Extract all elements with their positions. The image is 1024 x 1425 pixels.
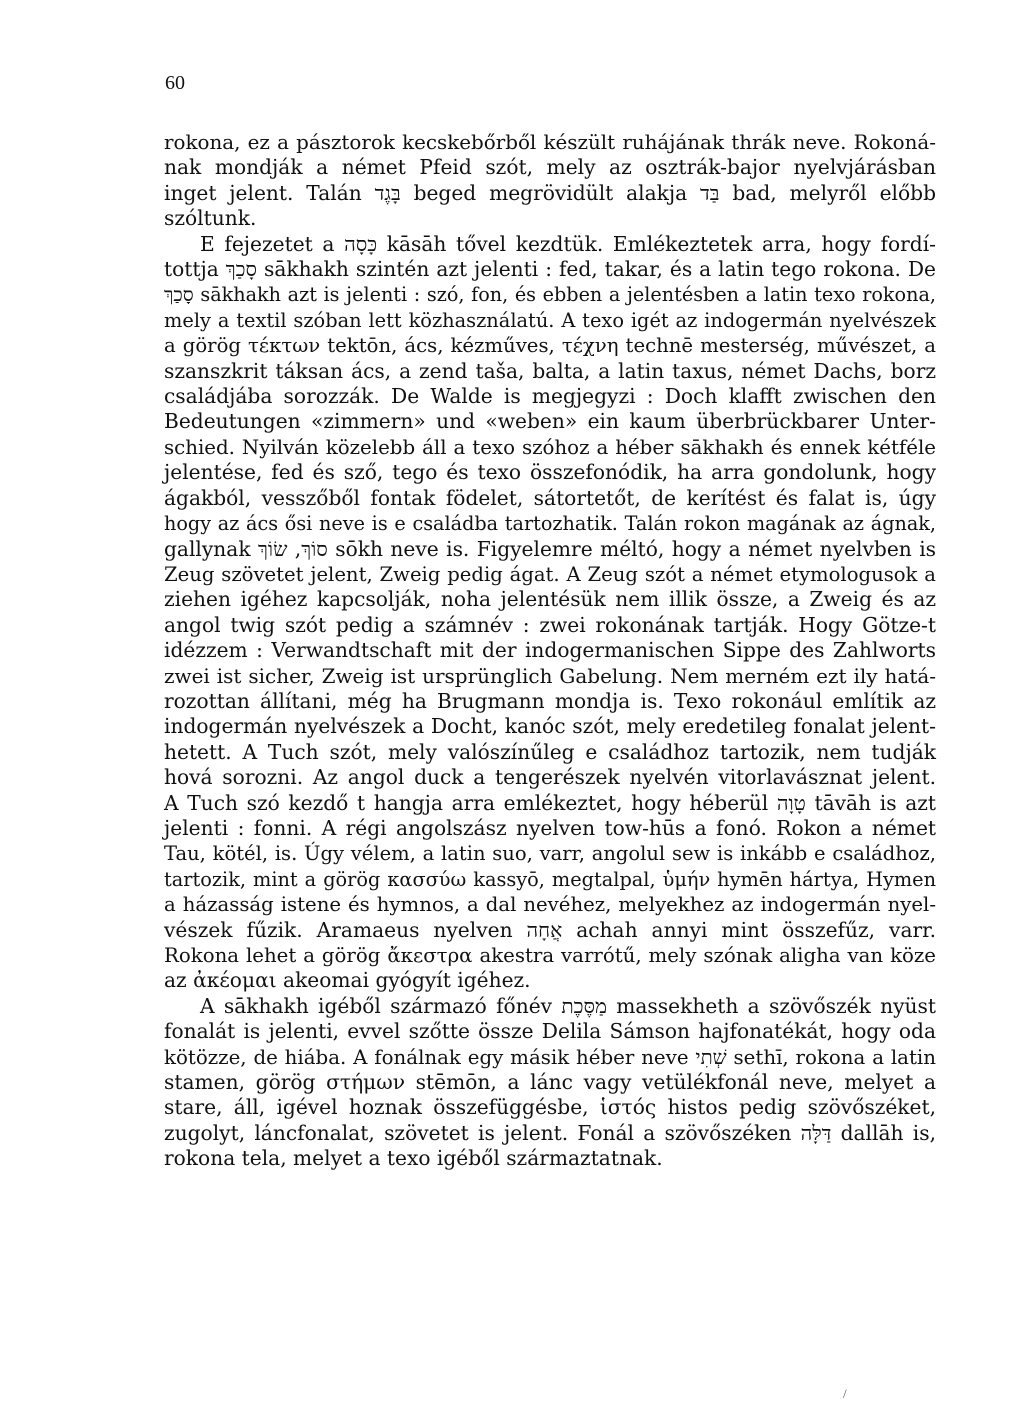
text-line: jelentése, fed és sző, tego és texo összefonódik, ha arra gondolunk, hogy [164, 460, 936, 485]
text-line: idézzem : Verwandtschaft mit der indogermanischen Sippe des Zahlworts [164, 638, 936, 663]
text-line: vészek fűzik. Aramaeus nyelven אֲחָה achah annyi mint összefűz, varr. [164, 917, 936, 942]
text-line: zugolyt, láncfonalat, szövetet is jelent. Fonál a szövőszéken דַּלָּה dallāh is, [164, 1120, 936, 1145]
text-line: tottja סָכַךְ sākhakh szintén azt jelenti : fed, takar, és a latin tego rokona. De [164, 257, 936, 282]
text-line: az ἀκέομαι akeomai gyógyít igéhez. [164, 968, 531, 993]
text-line: gallynak סוֹךְ, שׂוֹךְ sōkh neve is. Figyelemre méltó, hogy a német nyelvben is [164, 536, 937, 561]
text-line: a házasság istene és hymnos, a dal nevéhez, melyekhez az indogermán nyel- [164, 893, 936, 917]
page-number: 60 [165, 72, 185, 94]
text-line: Bedeutungen «zimmern» und «weben» ein kaum überbrückbarer Unter- [164, 409, 936, 434]
text-line: angol twig szót pedig a számnév : zwei rokonának tartják. Hogy Götze-t [164, 612, 936, 637]
text-line: a görög τέκτων tektōn, ács, kézműves, τέχνη technē mesterség, művészet, a [164, 334, 936, 358]
text-line: Zeug szövetet jelent, Zweig pedig ágat. A Zeug szót a német etymologusok a [164, 562, 936, 586]
text-line: hogy az ács ősi neve is e családba tartozhatik. Talán rokon magának az ágnak, [164, 512, 936, 536]
text-line: kötözze, de hiába. A fonálnak egy másik héber neve שְׁתִי sethī, rokona a latin [164, 1045, 936, 1069]
text-line: ágakból, vesszőből fontak födelet, sátortetőt, de kerítést és falat is, úgy [164, 485, 936, 510]
text-line: A Tuch szó kezdő t hangja arra emlékeztet, hogy héberül טָוָה tāvāh is azt [164, 790, 936, 815]
text-line: rozottan állítani, még ha Brugmann mondja is. Texo rokonául említik az [164, 688, 936, 713]
text-line: hová sorozni. Az angol duck a tengerészek nyelvén vitorlavásznat jelent. [164, 765, 936, 790]
text-line: schied. Nyilván közelebb áll a texo szóhoz a héber sākhakh és ennek kétféle [164, 435, 936, 459]
text-line: mely a textil szóban lett közhasználatú. A texo igét az indogermán nyelvészek [164, 308, 936, 332]
text-line: indogermán nyelvészek a Docht, kanóc szót, mely eredetileg fonalat jelent- [164, 714, 936, 739]
text-line: jelenti : fonni. A régi angolszász nyelven tow-hūs a fonó. Rokon a német [164, 815, 936, 840]
body-text [164, 130, 936, 1172]
text-line: Rokona lehet a görög ἄκεστρα akestra varrótű, mely szónak aligha van köze [164, 944, 936, 967]
text-line: Tau, kötél, is. Úgy vélem, a latin suo, varr, angolul sew is inkább e családhoz, [164, 842, 936, 866]
text-line: stamen, görög στήμων stēmōn, a lánc vagy vetülékfonál neve, melyet a [164, 1070, 936, 1095]
text-line: fonalát is jelenti, evvel szőtte össze Delila Sámson hajfonatékát, hogy oda [164, 1019, 936, 1044]
text-line: stare, áll, igével hoznak összefüggésbe, ἱστός histos pedig szövőszéket, [164, 1095, 936, 1120]
text-line: inget jelent. Talán בָּגֶד beged megrövidült alakja בַּד bad, melyről előbb [164, 180, 936, 205]
text-line: tartozik, mint a görög κασσύω kassyō, megtalpal, ὑμήν hymēn hártya, Hymen [164, 867, 936, 891]
text-line: szóltunk. [164, 206, 257, 231]
paragraph [164, 232, 936, 994]
paragraph [164, 130, 936, 232]
text-line: zwei ist sicher, Zweig ist ursprünglich Gabelung. Nem merném ezt ily hatá- [164, 663, 936, 688]
paragraph [164, 994, 936, 1172]
text-line: rokona, ez a pásztorok kecskebőrből készült ruhájának thrák neve. Rokoná- [164, 131, 936, 154]
text-line: nak mondják a német Pfeid szót, mely az osztrák-bajor nyelvjárásban [164, 155, 936, 180]
text-line: szanszkrit táksan ács, a zend taša, balta, a latin taxus, német Dachs, borz [164, 358, 936, 383]
text-line: סָכַךְ sākhakh azt is jelenti : szó, fon, és ebben a jelentésben a latin texo rokona, [164, 283, 936, 307]
text-line: ziehen igéhez kapcsolják, noha jelentésük nem illik össze, a Zweig és az [164, 587, 936, 612]
text-line: családjába sorozzák. De Walde is megjegyzi : Doch klafft zwischen den [164, 384, 936, 409]
text-line: A sākhakh igéből származó főnév מַסֶּכֶת massekheth a szövőszék nyüst [200, 993, 936, 1018]
text-line: rokona tela, melyet a texo igéből származtatnak. [164, 1146, 663, 1171]
text-line: E fejezetet a כָּסָה kāsāh tővel kezdtük. Emlékeztetek arra, hogy fordí- [200, 231, 937, 256]
text-line: hetett. A Tuch szót, mely valószínűleg e családhoz tartozik, nem tudják [164, 739, 936, 764]
stray-mark: / [843, 1386, 847, 1401]
